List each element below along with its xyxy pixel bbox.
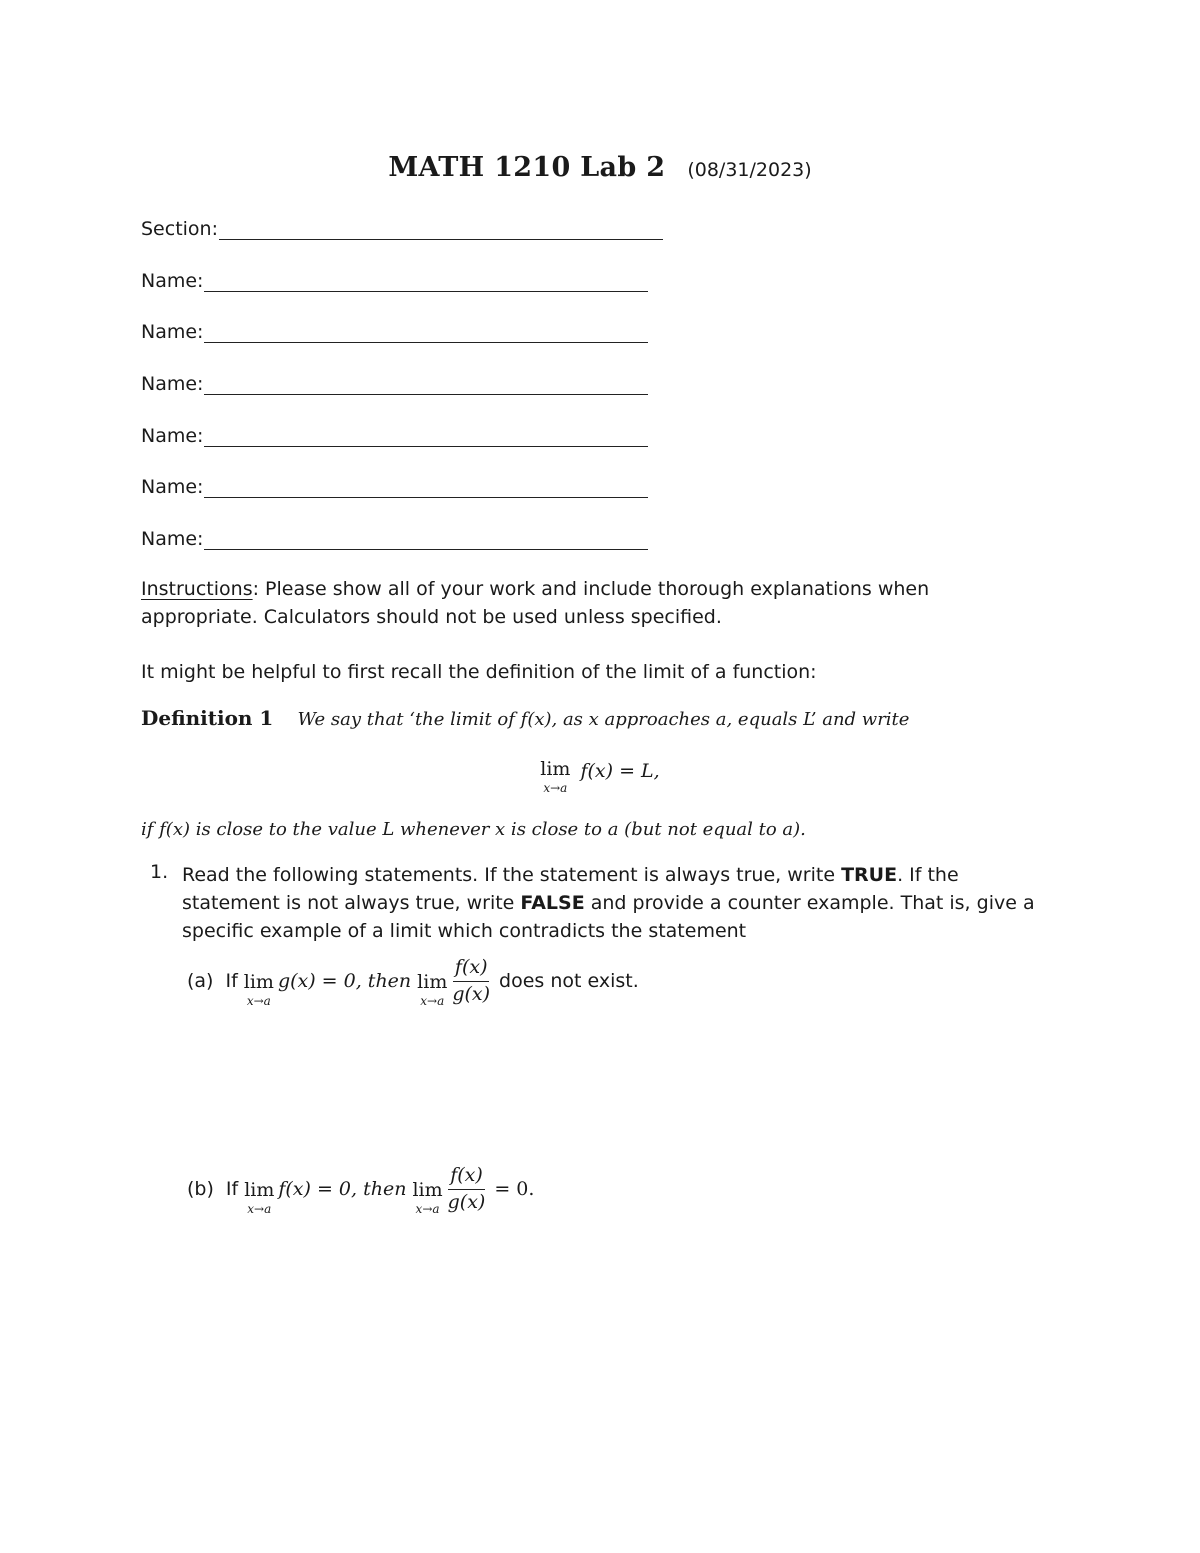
part-b-lim2-sub: x→a (415, 1202, 440, 1216)
part-a-label: (a) (187, 970, 214, 992)
instructions-paragraph (141, 575, 1001, 631)
part-b-fraction (446, 1165, 488, 1214)
title-main: MATH 1210 Lab 2 (388, 152, 666, 183)
part-b-lim2-text: lim (412, 1179, 443, 1201)
part-b-lim1 (244, 1181, 274, 1215)
part-b-tail: = 0. (494, 1178, 535, 1200)
part-a-lim1-body: g(x) = 0, then (277, 970, 412, 992)
problem-1-text-c: and provide a counter example. That is, give a specific example of a limit which contradicts the statement (182, 892, 1035, 942)
instructions-heading: Instructions (141, 578, 253, 600)
section-blank-line[interactable] (219, 219, 663, 240)
lim-text: lim (540, 758, 571, 780)
name-label-4: Name: (141, 425, 204, 447)
equation-body: f(x) = L, (580, 760, 660, 782)
part-b-lim1-sub: x→a (247, 1202, 272, 1216)
recall-paragraph: It might be helpful to first recall the definition of the limit of a function: (141, 661, 817, 683)
definition-condition-text: if f(x) is close to the value L whenever x is close to a (but not equal to a). (141, 819, 806, 840)
problem-1-number: 1. (150, 861, 169, 883)
name-label-3: Name: (141, 373, 204, 395)
name-field-3[interactable] (141, 365, 648, 395)
name-field-2[interactable] (141, 313, 648, 343)
definition-line (141, 704, 1041, 734)
part-b-denominator: g(x) (447, 1190, 486, 1213)
false-word: FALSE (520, 892, 585, 914)
name-blank-line-5[interactable] (204, 477, 648, 498)
name-blank-line-1[interactable] (204, 271, 648, 292)
limit-operator (540, 760, 570, 794)
title-date: (08/31/2023) (687, 159, 812, 181)
true-word: TRUE (841, 864, 898, 886)
part-a-lim1-sub: x→a (246, 994, 271, 1008)
part-a-denominator: g(x) (452, 982, 491, 1005)
name-label-1: Name: (141, 270, 204, 292)
name-label-5: Name: (141, 476, 204, 498)
section-label: Section: (141, 218, 218, 240)
problem-1-text-b: . If the statement is not always true, write (182, 864, 959, 914)
name-blank-line-3[interactable] (204, 374, 648, 395)
definition-statement: We say that ‘the limit of f(x), as x approaches a, equals L’ and write (297, 709, 910, 730)
name-field-4[interactable] (141, 417, 648, 447)
part-b-lim1-text: lim (244, 1179, 275, 1201)
name-blank-line-4[interactable] (204, 426, 648, 447)
definition-condition (141, 815, 1041, 844)
part-b-if: If (225, 1178, 239, 1200)
page-title (0, 152, 1200, 183)
section-field[interactable] (141, 210, 663, 240)
part-a-tail: does not exist. (499, 970, 639, 992)
part-a-lim1 (244, 973, 274, 1007)
part-b-lim1-body: f(x) = 0, then (278, 1178, 407, 1200)
problem-1-text-a: Read the following statements. If the statement is always true, write (182, 864, 842, 886)
part-a-lim1-text: lim (243, 971, 274, 993)
part-a-fraction (450, 957, 492, 1006)
limit-definition-equation (0, 760, 1200, 794)
part-a-numerator: f(x) (453, 957, 490, 982)
problem-1b (187, 1163, 534, 1215)
lim-subscript: x→a (543, 781, 568, 795)
problem-1-text (182, 861, 1042, 945)
part-a-if: If (225, 970, 238, 992)
name-field-1[interactable] (141, 262, 648, 292)
problem-1a (187, 955, 639, 1007)
name-blank-line-2[interactable] (204, 322, 648, 343)
name-field-6[interactable] (141, 520, 648, 550)
part-a-lim2-sub: x→a (420, 994, 445, 1008)
part-b-numerator: f(x) (448, 1165, 485, 1190)
part-a-lim2 (417, 973, 447, 1007)
name-blank-line-6[interactable] (204, 529, 648, 550)
instructions-text: : Please show all of your work and include thorough explanations when appropriate. Calculators should not be used unless specified. (141, 578, 930, 628)
part-b-label: (b) (187, 1178, 214, 1200)
part-a-lim2-text: lim (417, 971, 448, 993)
part-b-lim2 (412, 1181, 442, 1215)
name-label-6: Name: (141, 528, 204, 550)
definition-heading: Definition 1 (141, 706, 274, 730)
name-label-2: Name: (141, 321, 204, 343)
name-field-5[interactable] (141, 468, 648, 498)
